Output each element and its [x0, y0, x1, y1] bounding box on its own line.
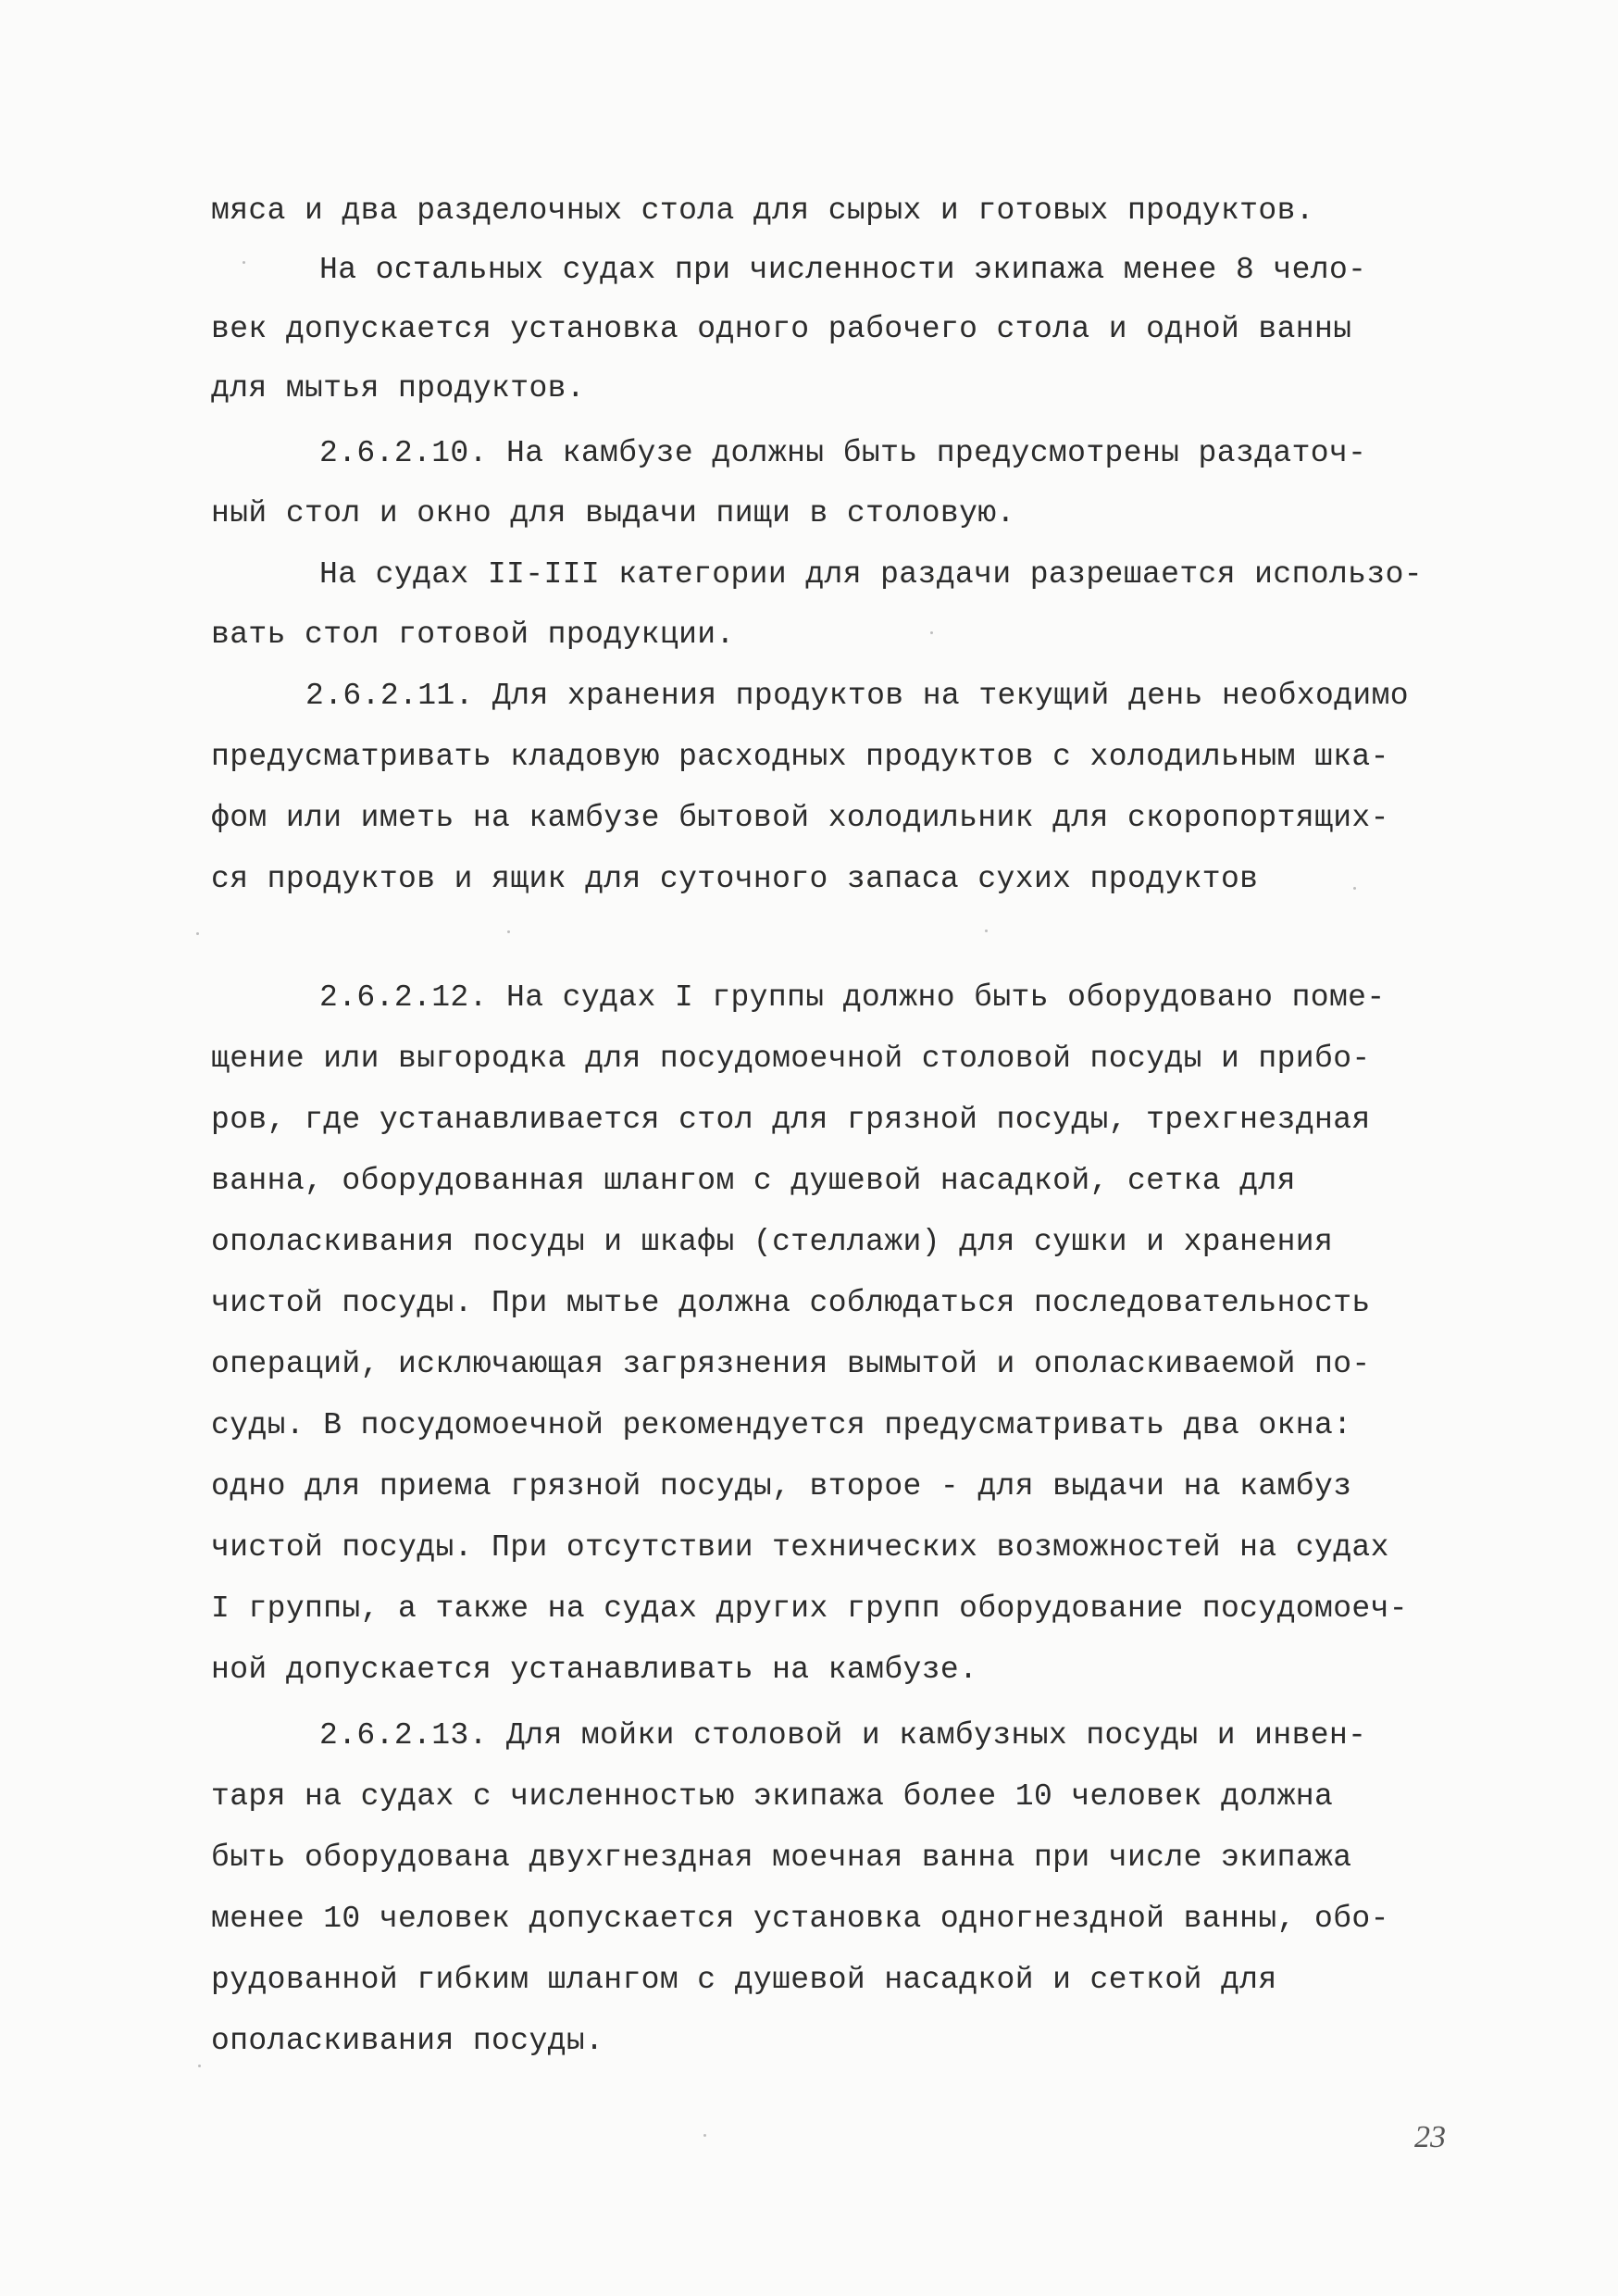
text-line: век допускается установка одного рабочего стола и одной ванны [211, 312, 1352, 346]
text-line: суды. В посудомоечной рекомендуется предусматривать два окна: [211, 1408, 1352, 1442]
scan-speck [507, 930, 510, 933]
text-line: вать стол готовой продукции. [211, 618, 735, 652]
text-line: 2.6.2.10. На камбузе должны быть предусмотрены раздаточ- [319, 436, 1367, 470]
text-line: ся продуктов и ящик для суточного запаса сухих продуктов [211, 862, 1259, 896]
scan-speck [196, 932, 199, 935]
text-line: На судах II-III категории для раздачи разрешается использо- [319, 557, 1423, 592]
text-line: мяса и два разделочных стола для сырых и готовых продуктов. [211, 193, 1314, 228]
text-line: предусматривать кладовую расходных продуктов с холодильным шка- [211, 740, 1389, 774]
text-line: щение или выгородка для посудомоечной столовой посуды и прибо- [211, 1042, 1371, 1076]
text-line: для мытья продуктов. [211, 371, 586, 406]
text-line: ной допускается устанавливать на камбузе. [211, 1653, 978, 1687]
scan-speck [703, 2134, 706, 2137]
text-line: ный стол и окно для выдачи пищи в столовую. [211, 496, 1015, 530]
text-line: чистой посуды. При мытье должна соблюдаться последовательность [211, 1286, 1371, 1320]
text-line: фом или иметь на камбузе бытовой холодильник для скоропортящих- [211, 801, 1389, 835]
text-line: ополаскивания посуды. [211, 2024, 604, 2058]
text-line: чистой посуды. При отсутствии технических возможностей на судах [211, 1530, 1389, 1565]
page-number: 23 [1414, 2120, 1446, 2154]
text-line: ополаскивания посуды и шкафы (стеллажи) для сушки и хранения [211, 1225, 1334, 1259]
text-line: 2.6.2.13. Для мойки столовой и камбузных посуды и инвен- [319, 1718, 1367, 1753]
text-line: I группы, а также на судах других групп оборудование посудомоеч- [211, 1591, 1409, 1626]
text-line: операций, исключающая загрязнения вымытой и ополаскиваемой по- [211, 1347, 1371, 1381]
text-line: менее 10 человек допускается установка одногнездной ванны, обо- [211, 1902, 1389, 1936]
text-line: ванна, оборудованная шлангом с душевой насадкой, сетка для [211, 1164, 1296, 1198]
scan-speck [930, 631, 933, 634]
text-line: рудованной гибким шлангом с душевой насадкой и сеткой для [211, 1963, 1277, 1997]
scan-speck [1353, 887, 1356, 890]
scan-speck [985, 930, 988, 932]
scan-speck [198, 2065, 201, 2067]
scan-speck [243, 261, 245, 264]
text-line: быть оборудована двухгнездная моечная ванна при числе экипажа [211, 1841, 1352, 1875]
text-line: одно для приема грязной посуды, второе - для выдачи на камбуз [211, 1469, 1352, 1504]
text-line: ров, где устанавливается стол для грязной посуды, трехгнездная [211, 1103, 1371, 1137]
text-line: 2.6.2.12. На судах I группы должно быть оборудовано поме- [319, 980, 1386, 1015]
text-line: 2.6.2.11. Для хранения продуктов на текущий день необходимо [305, 679, 1409, 713]
text-line: таря на судах с численностью экипажа более 10 человек должна [211, 1779, 1334, 1814]
text-line: На остальных судах при численности экипажа менее 8 чело- [319, 253, 1367, 287]
